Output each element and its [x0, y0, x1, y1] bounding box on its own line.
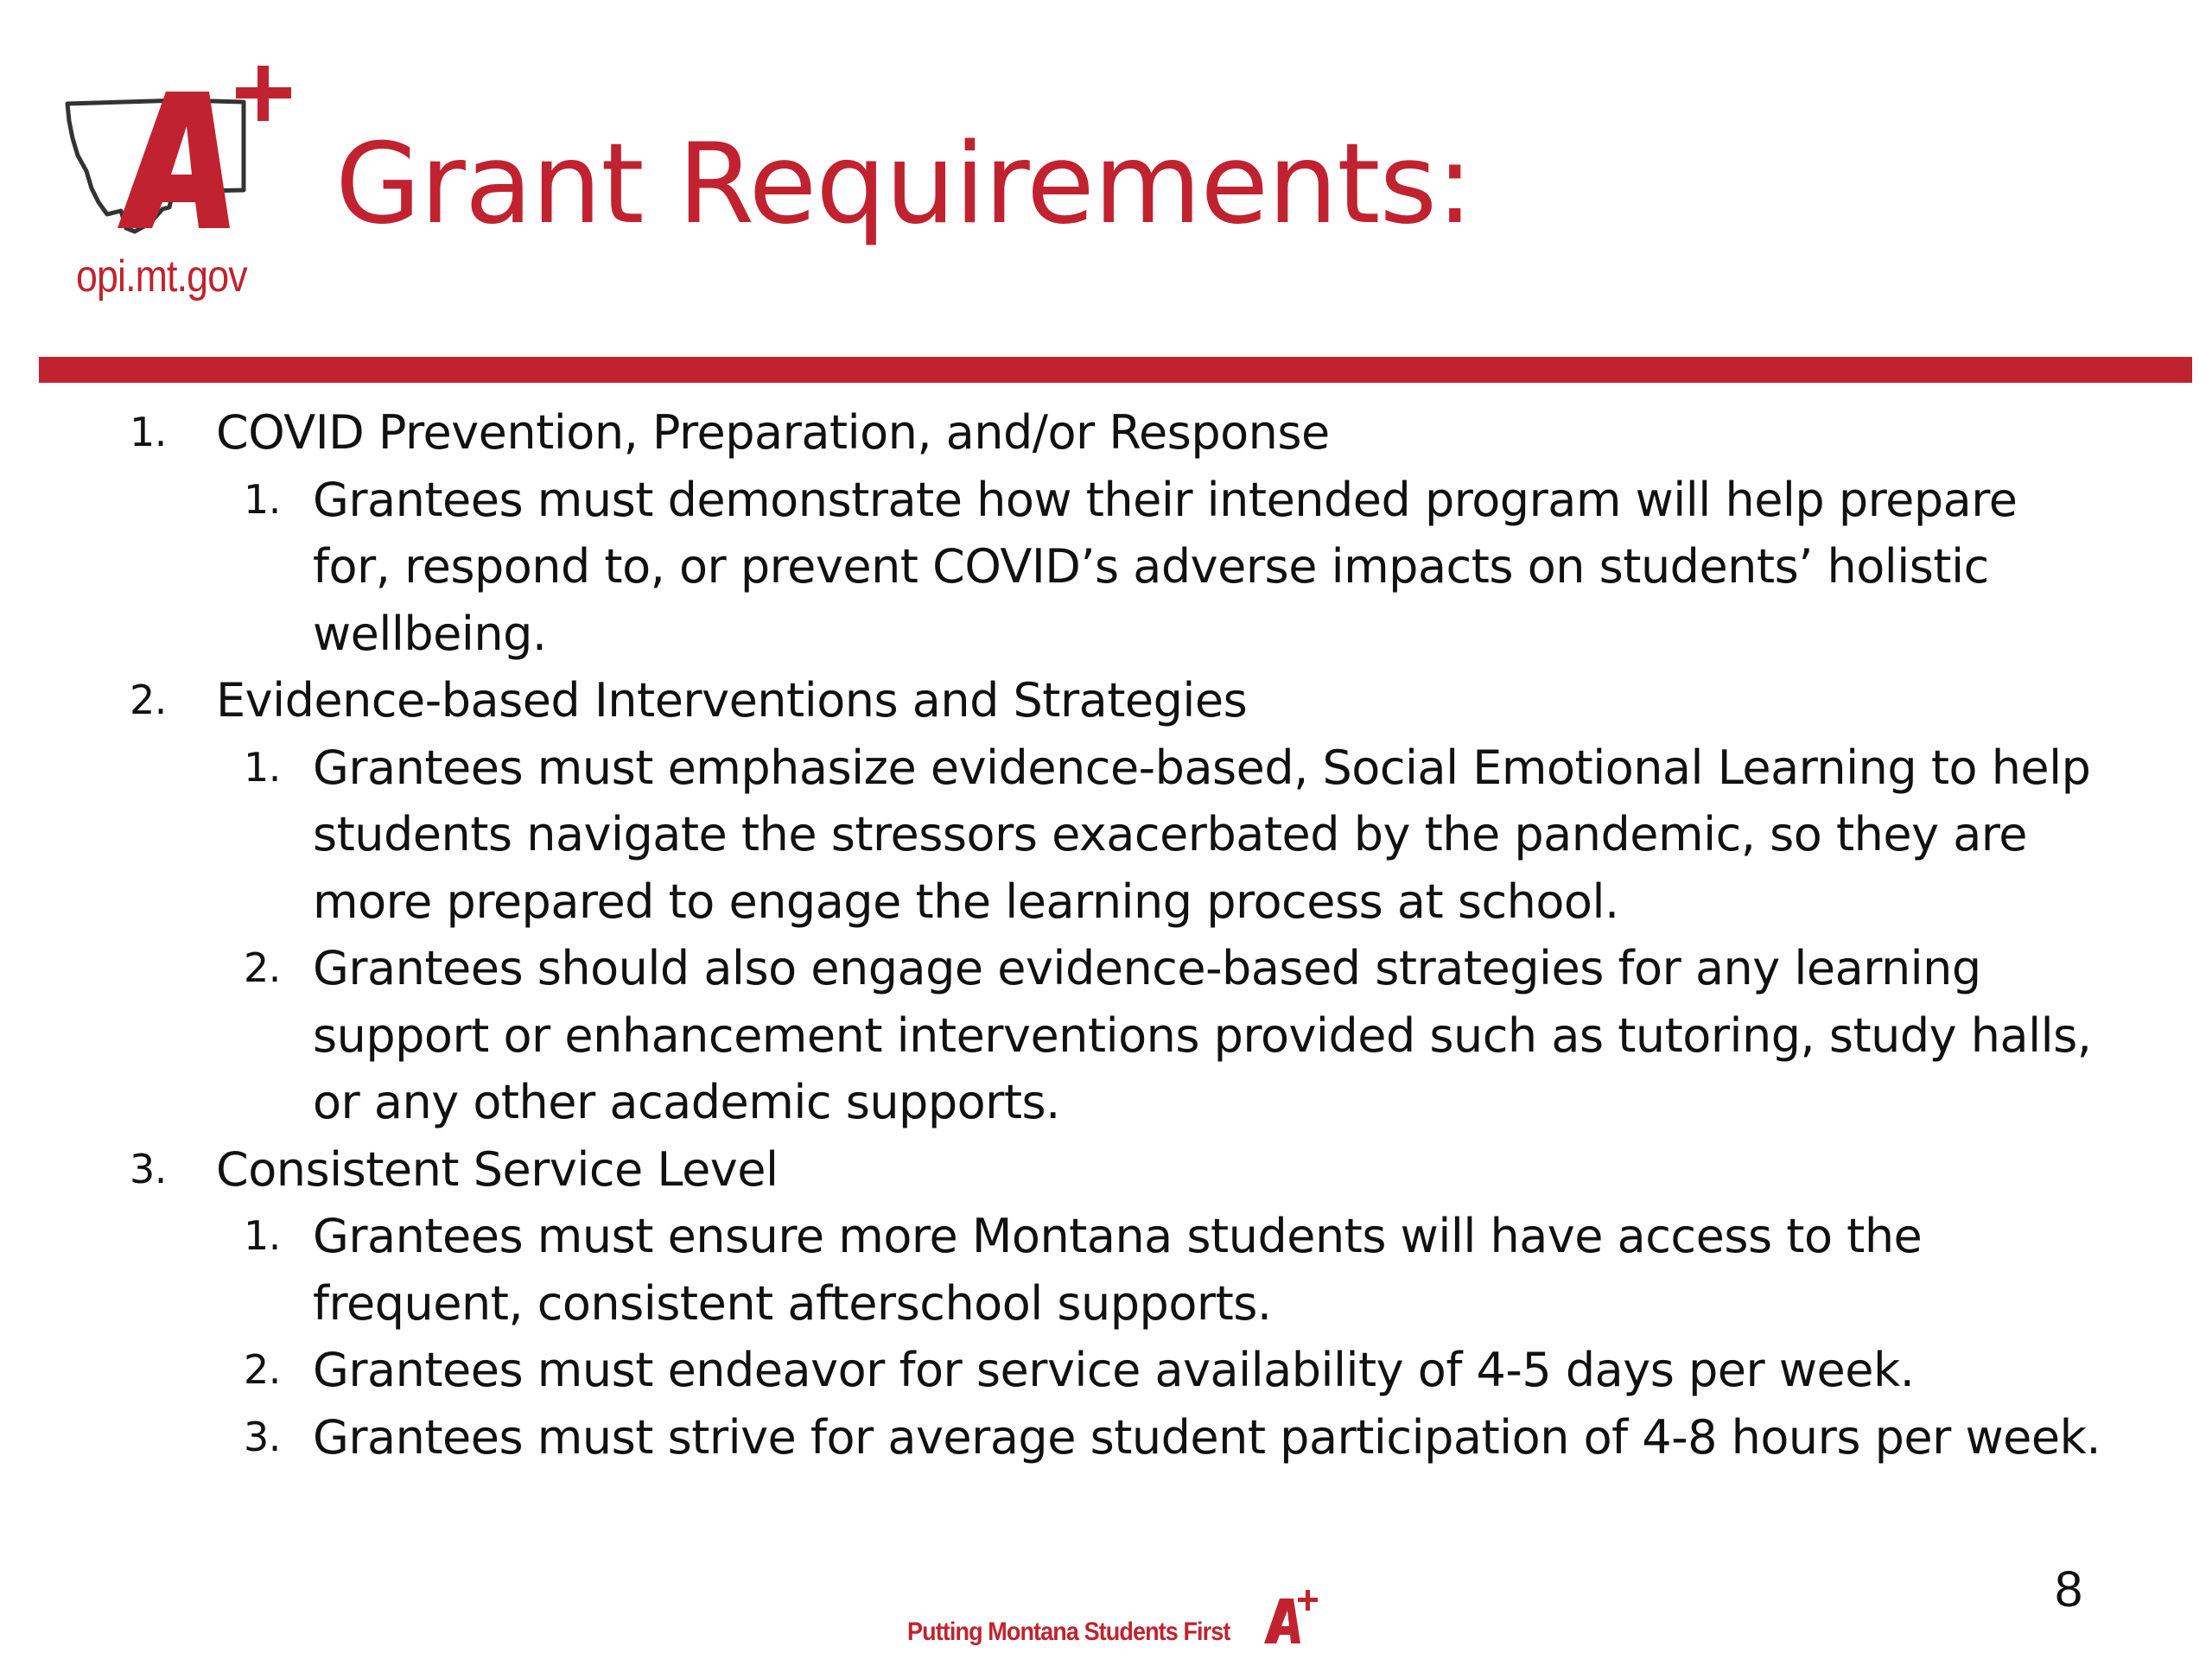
item-number: 3.: [130, 1145, 167, 1192]
montana-a-plus-logo-icon: [60, 59, 302, 257]
sub-item-number: 2.: [244, 1346, 281, 1393]
footer-tagline-text: Putting Montana Students First: [907, 1618, 1230, 1646]
sub-list-item: [130, 1203, 2108, 1337]
sub-item-number: 1.: [244, 743, 281, 791]
sub-item-number: 2.: [244, 944, 281, 991]
sub-item-text: Grantees must demonstrate how their intended program will help prepare for, respond to, or prevent COVID’s adverse impacts on students’ holistic wellbeing.: [313, 472, 2018, 661]
a-plus-icon: [1261, 1588, 1323, 1647]
sub-item-number: 3.: [244, 1413, 281, 1460]
sub-item-number: 1.: [244, 475, 281, 523]
page-number: 8: [2055, 1561, 2083, 1618]
footer-tagline: [907, 1588, 1323, 1647]
title-divider: [39, 357, 2192, 383]
item-label: COVID Prevention, Preparation, and/or Response: [216, 405, 1330, 460]
sub-item-text: Grantees must strive for average student participation of 4-8 hours per week.: [313, 1409, 2101, 1465]
sub-list-item: [130, 935, 2108, 1136]
sub-list-item: [130, 734, 2108, 936]
sub-item-text: Grantees must emphasize evidence-based, Social Emotional Learning to help students navigate the stressors exacerbated by the pandemic, so they are more prepared to engage the learning process at school.: [313, 740, 2091, 929]
item-number: 1.: [130, 409, 167, 455]
sub-list-item: [130, 1337, 2108, 1404]
logo-url: opi.mt.gov: [76, 251, 247, 302]
sub-item-text: Grantees must endeavor for service availability of 4-5 days per week.: [313, 1343, 1915, 1397]
page-title: Grant Requirements:: [335, 120, 1473, 249]
sub-item-text: Grantees must ensure more Montana students will have access to the frequent, consistent afterschool supports.: [313, 1209, 1923, 1331]
list-item: [130, 667, 2108, 734]
item-number: 2.: [130, 677, 167, 723]
sub-list-item: [130, 1404, 2108, 1471]
list-item: [130, 399, 2108, 467]
list-item: [130, 1136, 2108, 1204]
sub-item-text: Grantees should also engage evidence-based strategies for any learning support or enhancement interventions provided such as tutoring, study halls, or any other academic supports.: [313, 941, 2092, 1129]
sub-list-item: [130, 467, 2108, 668]
item-label: Evidence-based Interventions and Strategies: [216, 673, 1248, 728]
item-label: Consistent Service Level: [216, 1141, 779, 1197]
requirements-list: [130, 399, 2108, 1471]
sub-item-number: 1.: [244, 1212, 281, 1259]
